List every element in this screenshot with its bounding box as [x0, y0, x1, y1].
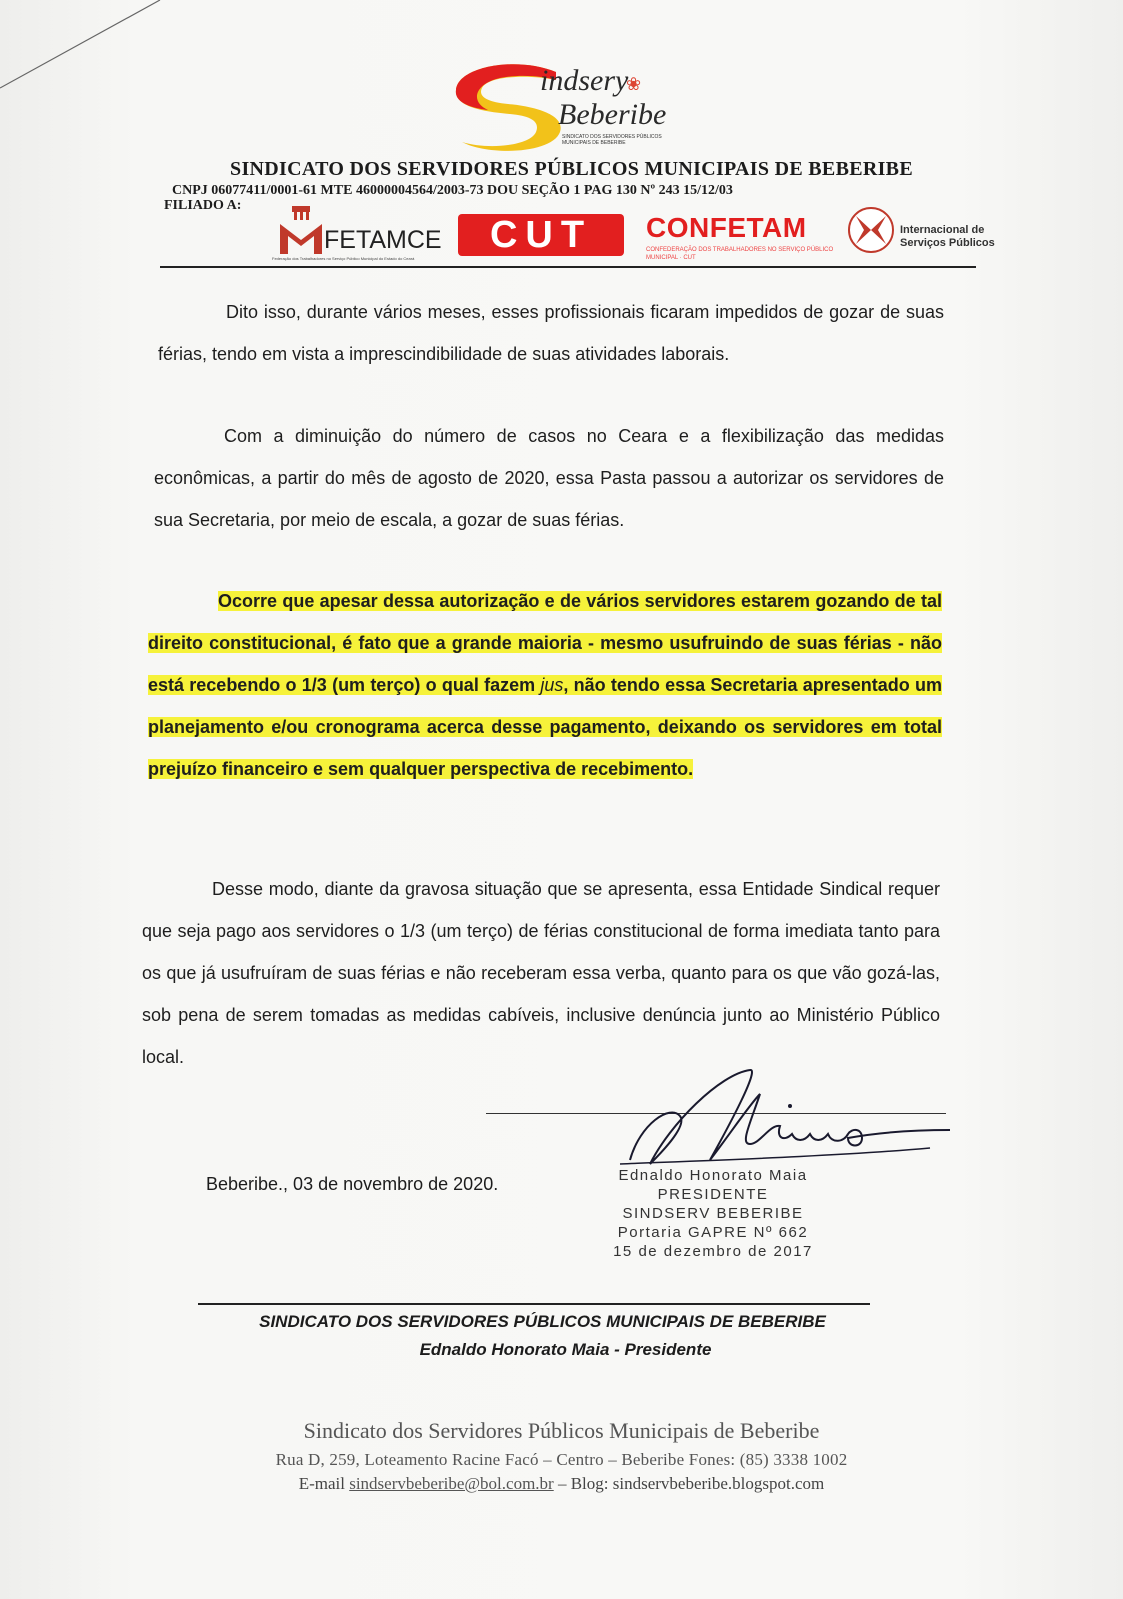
letterhead-title: SINDICATO DOS SERVIDORES PÚBLICOS MUNICIPAIS DE BEBERIBE [230, 158, 913, 180]
blog-text: – Blog: sindservbeberibe.blogspot.com [553, 1474, 825, 1493]
confetam-name: CONFETAM [646, 212, 807, 243]
paragraph-4: Desse modo, diante da gravosa situação que se apresenta, essa Entidade Sindical requer que seja pago aos servidores o 1/3 (um terço) de férias constitucional de forma imediata tanto para os que já usufruíram de suas férias e não receberam essa verba, quanto para os que vão gozá-las, sob pena de serem tomadas as medidas cabíveis, inclusive denúncia junto ao Ministério Público local. [142, 879, 940, 1067]
affiliated-label: FILIADO A: [164, 198, 242, 213]
email-link[interactable]: sindservbeberibe@bol.com.br [349, 1474, 554, 1493]
logo-subtext: SINDICATO DOS SERVIDORES PÚBLICOS MUNICIPAIS DE BEBERIBE [562, 134, 662, 146]
flower-icon: ❀ [626, 74, 642, 94]
isp-line-1: Internacional de [900, 224, 985, 236]
logo-text-beberibe: Beberibe [558, 98, 667, 131]
logo-text-sindserv: indsery [540, 64, 629, 97]
footer-address: Rua D, 259, Loteamento Racine Facó – Centro – Beberibe Fones: (85) 3338 1002 [275, 1450, 848, 1469]
cut-logo [458, 206, 628, 262]
stamp-portaria: Portaria GAPRE Nº 662 [617, 1224, 809, 1241]
fetamce-icon [280, 206, 322, 254]
highlighted-text-a: Ocorre que apesar dessa autorização e de vários servidores estarem gozando de tal direito constitucional, é fato que a grande maioria - mesmo usufruindo de suas férias - não está recebendo o 1/3 (um terço) o qual fazem [148, 591, 942, 695]
footer-divider [198, 1303, 870, 1305]
paragraph-1: Dito isso, durante vários meses, esses profissionais ficaram impedidos de gozar de suas férias, tendo em vista a imprescindibilidade de suas atividades laborais. [158, 302, 944, 364]
letterhead-divider [160, 266, 976, 268]
fetamce-subtext: Federação dos Trabalhadores no Serviço Público Municipal do Estado do Ceará [272, 256, 415, 261]
isp-icon [848, 206, 894, 254]
stamp-org: SINDSERV BEBERIBE [622, 1205, 804, 1222]
paragraph-3-highlighted [148, 580, 942, 790]
signature-stamp [588, 1166, 838, 1261]
isp-line-2: Serviços Públicos [900, 237, 995, 249]
highlighted-text-jus: jus [540, 675, 564, 695]
fetamce-logo [272, 206, 440, 262]
stamp-date: 15 de dezembro de 2017 [613, 1243, 813, 1260]
footer-org-full: Sindicato dos Servidores Públicos Municipais de Beberibe [303, 1418, 820, 1443]
stamp-name: Ednaldo Honorato Maia [618, 1167, 808, 1184]
stamp-role: PRESIDENTE [657, 1186, 769, 1203]
registration-line: CNPJ 06077411/0001-61 MTE 46000004564/2003-73 DOU SEÇÃO 1 PAG 130 Nº 243 15/12/03 [172, 183, 733, 198]
date-place: Beberibe., 03 de novembro de 2020. [206, 1174, 499, 1194]
handwritten-signature [600, 1064, 960, 1174]
footer-contact [0, 1474, 1123, 1494]
fetamce-name: FETAMCE [324, 226, 442, 254]
highlighted-text-b: , não tendo essa Secretaria apresentado um planejamento e/ou cronograma acerca desse pagamento, deixando os servidores em total prejuízo financeiro e sem qualquer perspectiva de recebimento. [148, 675, 942, 779]
sindserv-logo [448, 62, 698, 154]
isp-name [900, 224, 995, 250]
isp-logo [848, 206, 1018, 262]
email-label: E-mail [298, 1474, 350, 1493]
confetam-subtext: CONFEDERAÇÃO DOS TRABALHADORES NO SERVIÇO PÚBLICO MUNICIPAL · CUT [646, 247, 834, 261]
cut-name: CUT [458, 214, 624, 256]
confetam-logo [646, 206, 836, 262]
footer-president: Ednaldo Honorato Maia - Presidente [419, 1340, 712, 1359]
paragraph-2: Com a diminuição do número de casos no Ceara e a flexibilização das medidas econômicas, a partir do mês de agosto de 2020, essa Pasta passou a autorizar os servidores de sua Secretaria, por meio de escala, a gozar de suas férias. [154, 426, 944, 530]
footer-org-name: SINDICATO DOS SERVIDORES PÚBLICOS MUNICIPAIS DE BEBERIBE [259, 1312, 826, 1331]
